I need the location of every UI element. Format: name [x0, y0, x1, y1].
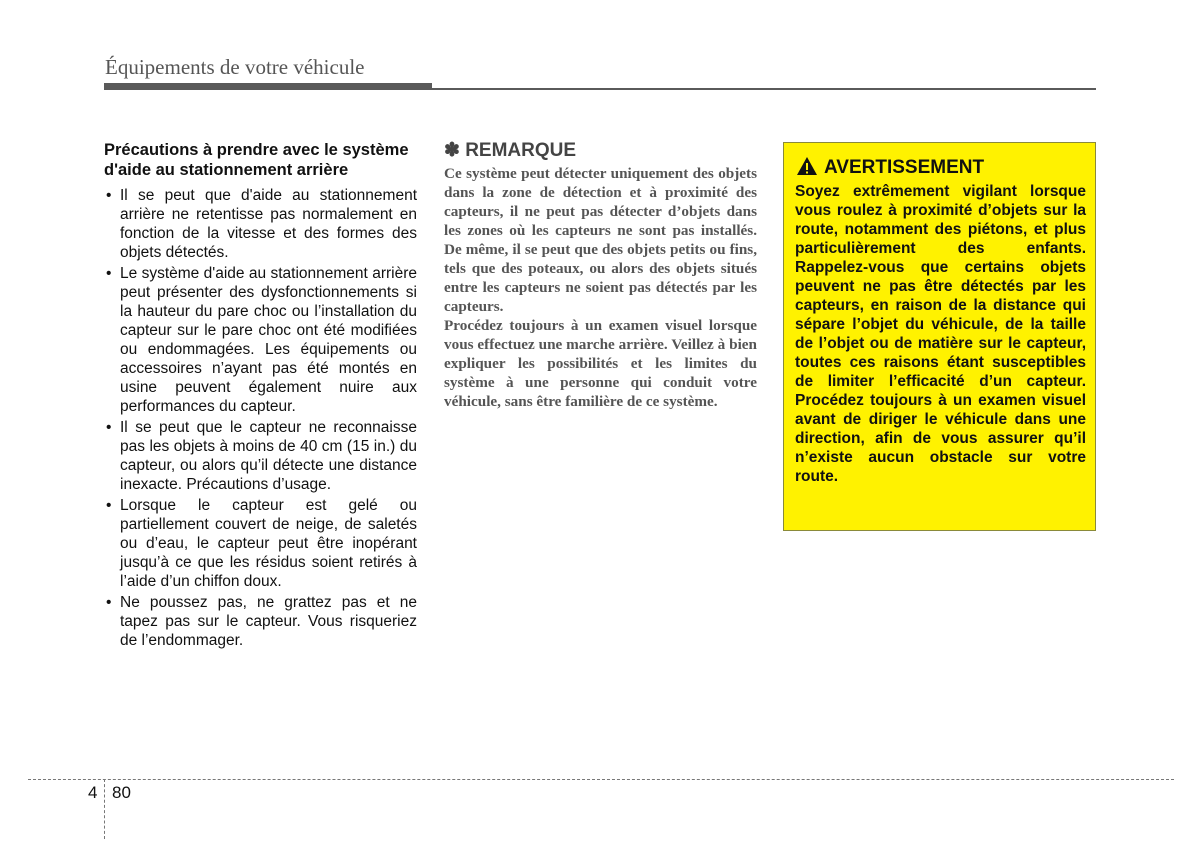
- warning-box: [783, 142, 1096, 531]
- precautions-column: [104, 141, 417, 652]
- bullet-icon: •: [106, 187, 112, 204]
- page-header-title: Équipements de votre véhicule: [105, 55, 365, 79]
- list-item-text: Il se peut que le capteur ne reconnaisse pas les objets à moins de 40 cm (15 in.) du capteur, ou alors qu’il détecte une distance inexacte. Précautions d’usage.: [120, 419, 417, 493]
- list-item: [104, 593, 417, 650]
- remarque-paragraph: Ce système peut détecter uniquement des objets dans la zone de détection et à proximité des capteurs, il ne peut pas détecter d’objets dans les zones où les capteurs ne sont pas installés. De même, il se peut que des objets petits ou fins, tels que des poteaux, ou alors des objets situés entre les capteurs ne soient pas détectés par les capteurs.: [444, 165, 757, 315]
- remarque-paragraph: Procédez toujours à un examen visuel lorsque vous effectuez une marche arrière. Veillez à bien expliquer les possibilités et les limites du système à une personne qui conduit votre véhicule, sans être familière de ce système.: [444, 317, 757, 410]
- warning-title-row: [796, 156, 984, 179]
- bullet-icon: •: [106, 419, 112, 436]
- warning-title: AVERTISSEMENT: [824, 157, 985, 178]
- precautions-list: [104, 186, 417, 650]
- bullet-icon: •: [106, 497, 112, 514]
- precautions-heading: Précautions à prendre avec le système d'aide au stationnement arrière: [104, 141, 409, 179]
- list-item: [104, 496, 417, 591]
- bullet-icon: •: [106, 265, 112, 282]
- footer-vertical-divider: [104, 779, 105, 839]
- remarque-column: [444, 140, 757, 411]
- footer-divider: [28, 779, 1174, 780]
- list-item-text: Le système d'aide au stationnement arrière peut présenter des dysfonctionnements si la hauteur du pare choc ou l’installation du capteur sur le pare choc ont été modifiées ou endommagées. Les équipements ou accessoires n’ayant pas été montés en usine peuvent également nuire aux performances du capteur.: [120, 265, 417, 415]
- list-item-text: Lorsque le capteur est gelé ou partiellement couvert de neige, de saletés ou d’eau, le capteur peut être inopérant jusqu’à ce que les résidus soient retirés à l’aide d’un chiffon doux.: [120, 497, 417, 590]
- warning-text: Soyez extrêmement vigilant lorsque vous roulez à proximité d’objets sur la route, notamment des piétons, et plus particulièrement des enfants. Rappelez-vous que certains objets peuvent ne pas être détectés par les capteurs, en raison de la distance qui sépare l’objet du véhicule, de la taille de l’objet ou de matière sur le capteur, toutes ces raisons étant susceptibles de limiter l’efficacité d’un capteur. Procédez toujours à un examen visuel avant de diriger le véhicule dans une direction, afin de vous assurer qu’il n’existe aucun obstacle sur votre route.: [795, 183, 1086, 485]
- remarque-heading: ✽ REMARQUE: [444, 140, 577, 161]
- list-item: [104, 264, 417, 416]
- bullet-icon: •: [106, 594, 112, 611]
- list-item-text: Il se peut que d'aide au stationnement arrière ne retentisse pas normalement en fonction de la vitesse et des formes des objets détectés.: [120, 187, 417, 261]
- header-rule-thin: [104, 88, 1096, 90]
- page-number: 80: [112, 783, 131, 802]
- list-item: [104, 418, 417, 494]
- list-item-text: Ne poussez pas, ne grattez pas et ne tapez pas sur le capteur. Vous risqueriez de l’endommager.: [120, 594, 417, 649]
- list-item: [104, 186, 417, 262]
- warning-triangle-icon: [796, 156, 818, 176]
- chapter-number: 4: [88, 783, 98, 802]
